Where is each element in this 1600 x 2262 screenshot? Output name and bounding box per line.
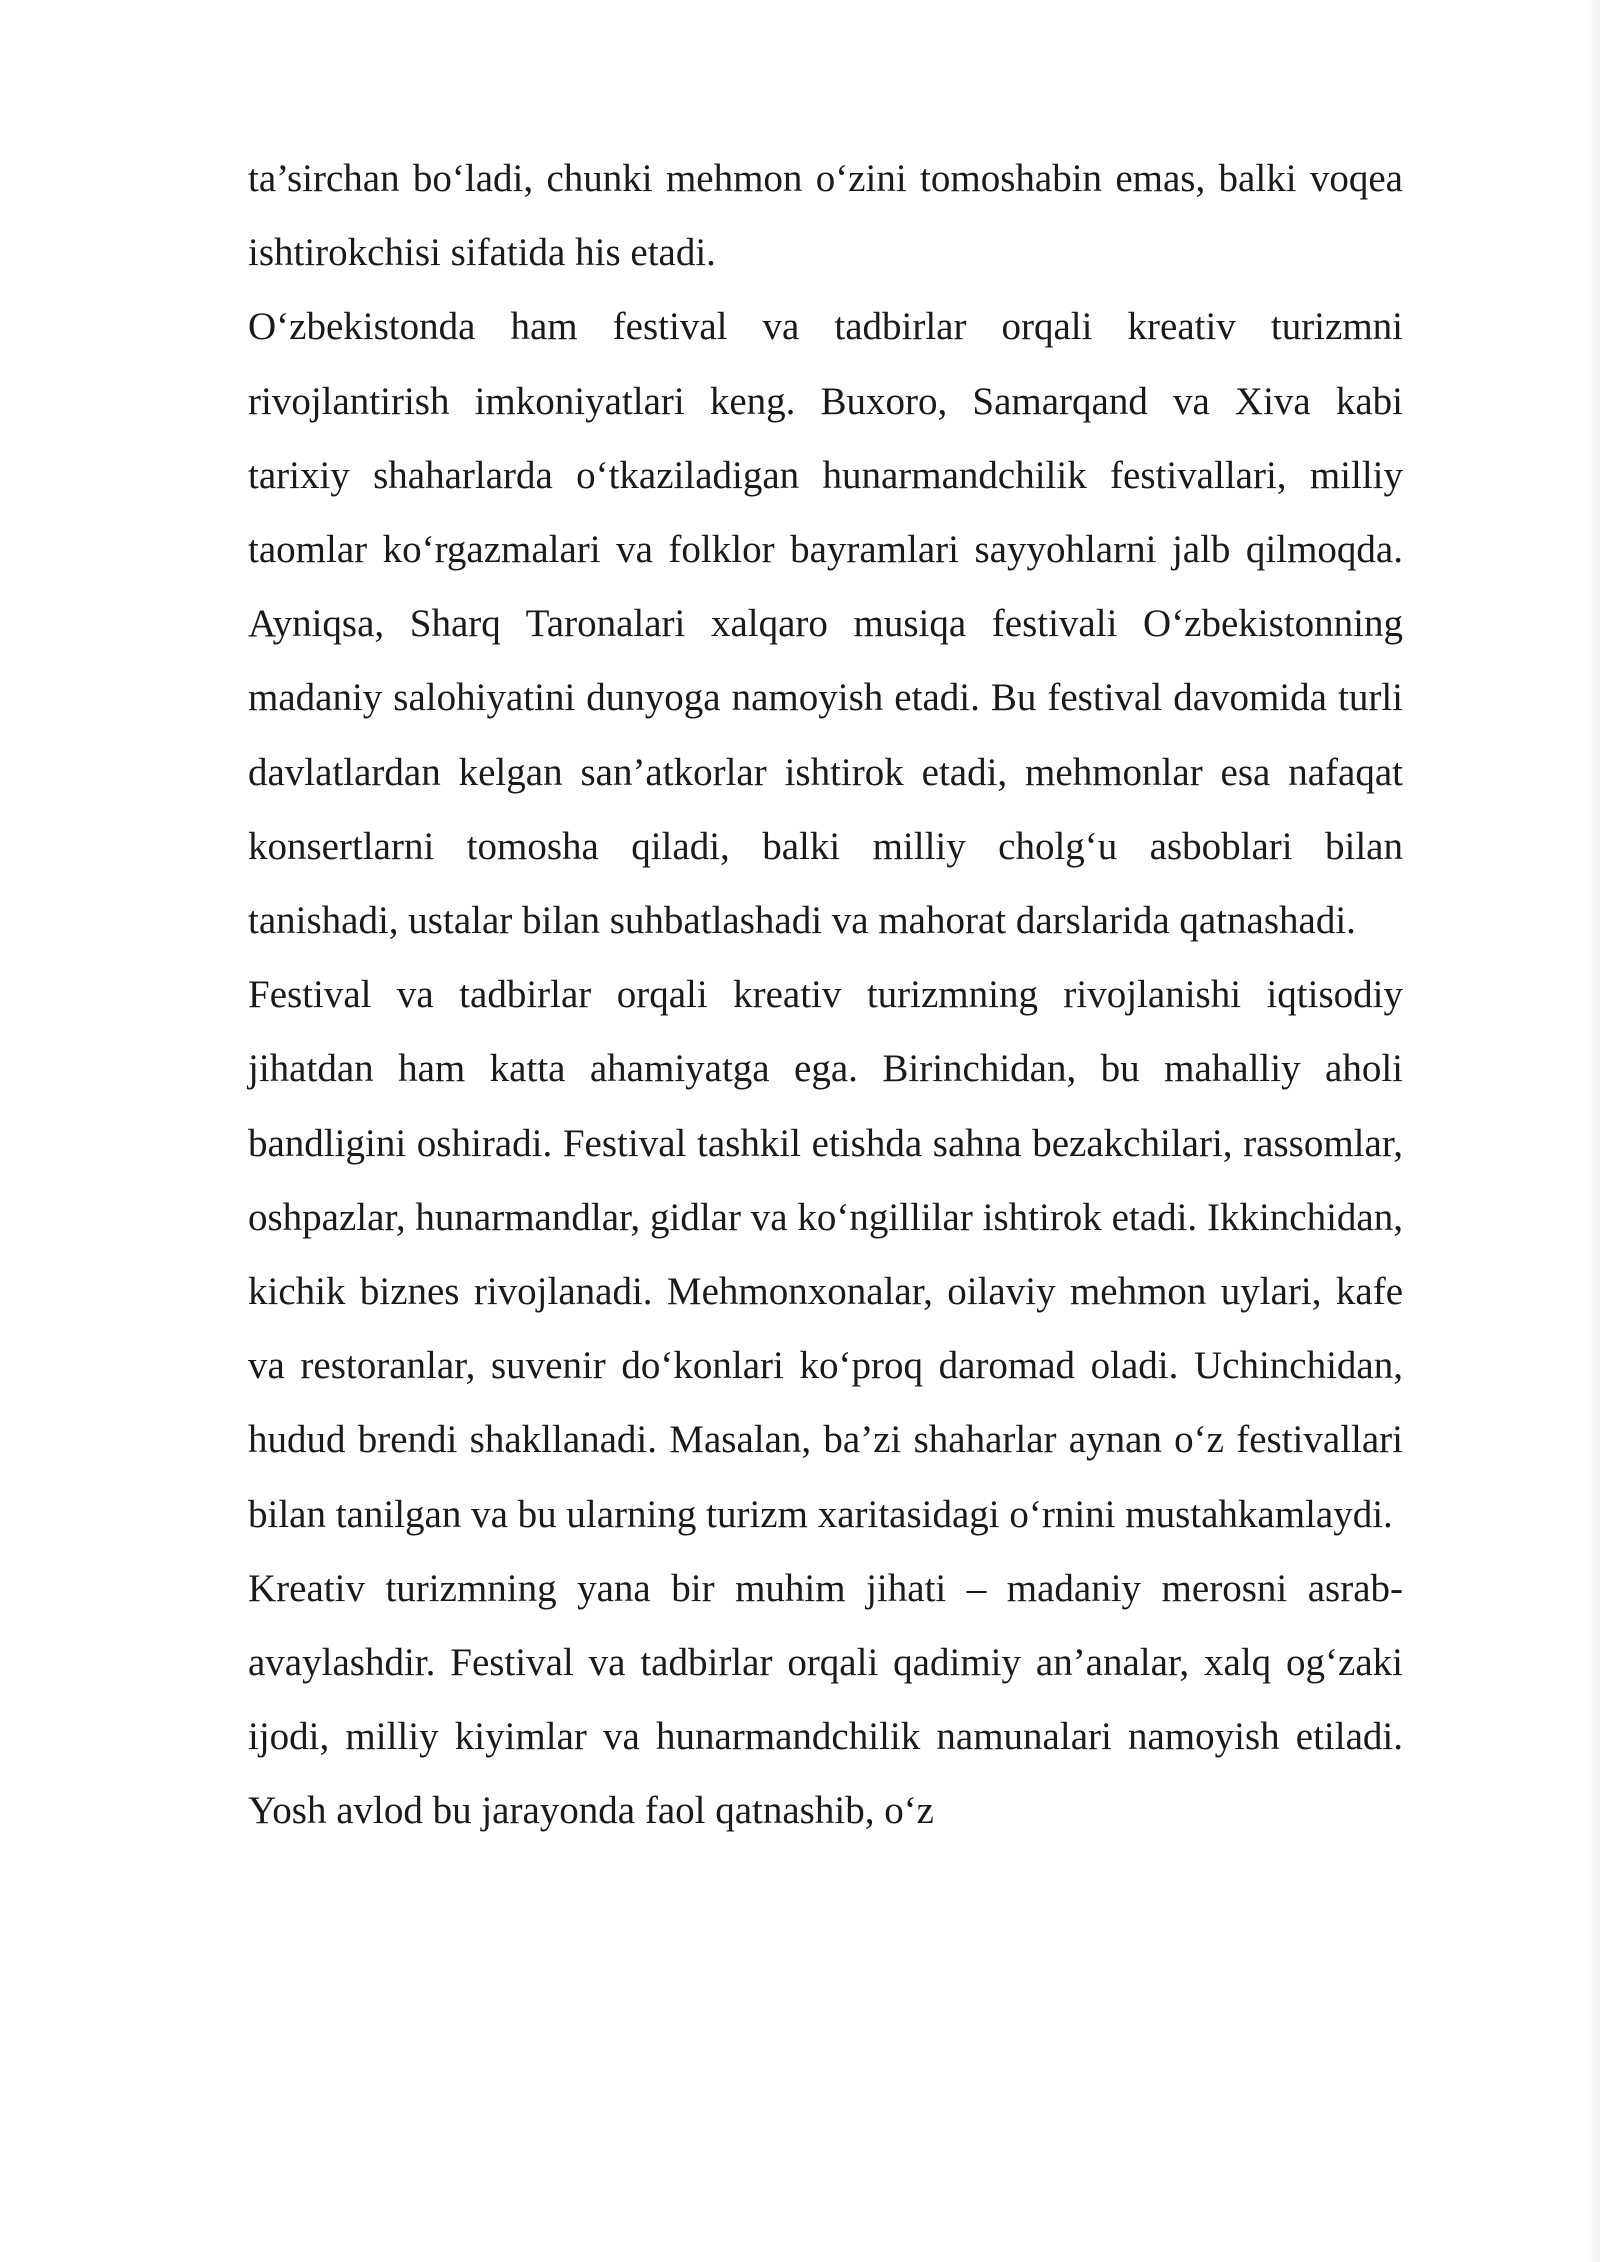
paragraph-1: ta’sirchan bo‘ladi, chunki mehmon o‘zini tomoshabin emas, balki voqea ishtirokchisi sifatida his etadi.: [248, 157, 1403, 275]
page-edge-shadow: [1586, 0, 1600, 2262]
paragraph-3: Festival va tadbirlar orqali kreativ turizmning rivojlanishi iqtisodiy jihatdan ham katta ahamiyatga ega. Birinchidan, bu mahalliy aholi bandligini oshiradi. Festival tashkil etishda sahna bezakchilari, rassomlar, oshpazlar, hunarmandlar, gidlar va ko‘ngillilar ishtirok etadi. Ikkinchidan, kichik biznes rivojlanadi. Mehmonxonalar, oilaviy mehmon uylari, kafe va restoranlar, suvenir do‘konlari ko‘proq daromad oladi. Uchinchidan, hudud brendi shakllanadi. Masalan, ba’zi shaharlar aynan o‘z festivallari bilan tanilgan va bu ularning turizm xaritasidagi o‘rnini mustahkamlaydi.: [248, 973, 1403, 1536]
paragraph-2: O‘zbekistonda ham festival va tadbirlar orqali kreativ turizmni rivojlantirish imkoniyatlari keng. Buxoro, Samarqand va Xiva kabi tarixiy shaharlarda o‘tkaziladigan hunarmandchilik festivallari, milliy taomlar ko‘rgazmalari va folklor bayramlari sayyohlarni jalb qilmoqda. Ayniqsa, Sharq Taronalari xalqaro musiqa festivali O‘zbekistonning madaniy salohiyatini dunyoga namoyish etadi. Bu festival davomida turli davlatlardan kelgan san’atkorlar ishtirok etadi, mehmonlar esa nafaqat konsertlarni tomosha qiladi, balki milliy cholg‘u asboblari bilan tanishadi, ustalar bilan suhbatlashadi va mahorat darslarida qatnashadi.: [248, 305, 1403, 943]
paragraph-4: Kreativ turizmning yana bir muhim jihati – madaniy merosni asrab-avaylashdir. Festival va tadbirlar orqali qadimiy an’analar, xalq og‘zaki ijodi, milliy kiyimlar va hunarmandchilik namunalari namoyish etiladi. Yosh avlod bu jarayonda faol qatnashib, o‘z: [248, 1566, 1403, 1833]
document-body: [248, 142, 1403, 1849]
